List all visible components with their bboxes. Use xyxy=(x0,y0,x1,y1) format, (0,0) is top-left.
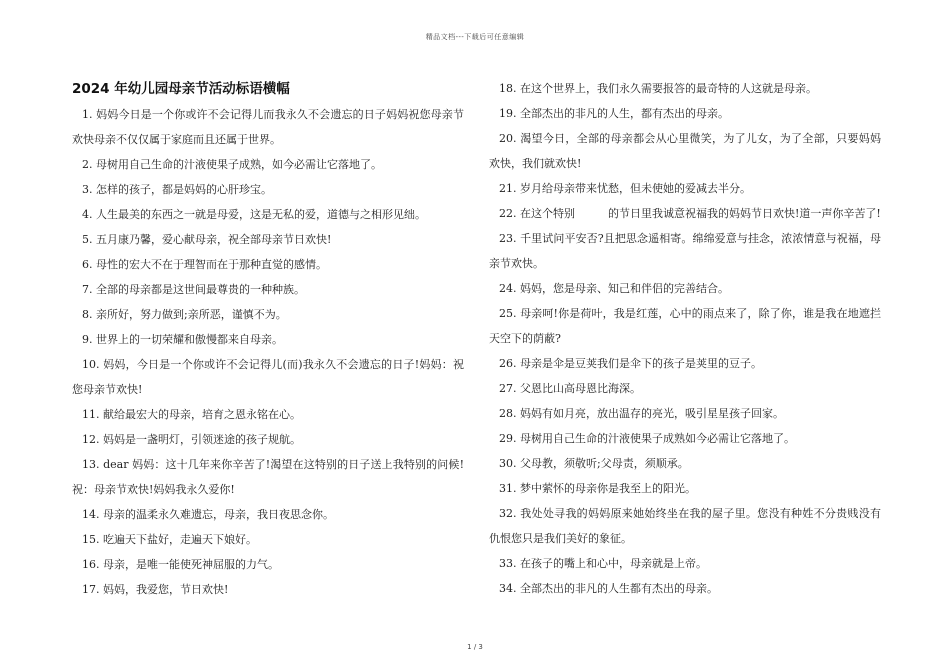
slogan-item: 16. 母亲，是唯一能使死神屈服的力气。 xyxy=(82,558,279,571)
slogan-item: 20. 渴望今日，全部的母亲都会从心里微笑，为了儿女，为了全部，只要妈妈欢快，我们就欢快! xyxy=(489,132,881,170)
left-column xyxy=(72,102,464,602)
slogan-item: 14. 母亲的温柔永久难遗忘，母亲，我日夜思念你。 xyxy=(82,508,334,521)
slogan-item: 31. 梦中萦怀的母亲你是我至上的阳光。 xyxy=(499,482,696,495)
page-number: 1 / 3 xyxy=(467,643,483,651)
slogan-item: 26. 母亲是伞是豆荚我们是伞下的孩子是荚里的豆子。 xyxy=(499,357,762,370)
slogan-item: 6. 母性的宏大不在于理智而在于那种直觉的感情。 xyxy=(82,258,327,271)
slogan-item: 29. 母树用自己生命的汁液使果子成熟如今必需让它落地了。 xyxy=(499,432,795,445)
page-header: 精品文档---下载后可任意编辑 xyxy=(425,33,525,41)
slogan-item: 22. 在这个特别 的节日里我诚意祝福我的妈妈节日欢快!道一声你辛苦了! xyxy=(499,207,881,220)
slogan-item: 4. 人生最美的东西之一就是母爱，这是无私的爱，道德与之相形见绌。 xyxy=(82,208,426,221)
slogan-item: 24. 妈妈，您是母亲、知己和伴侣的完善结合。 xyxy=(499,282,729,295)
slogan-item: 15. 吃遍天下盐好，走遍天下娘好。 xyxy=(82,533,257,546)
slogan-item: 17. 妈妈，我爱您，节日欢快! xyxy=(82,583,229,596)
slogan-item: 25. 母亲呵!你是荷叶，我是红莲，心中的雨点来了，除了你，谁是我在地遮拦天空下的荫蔽? xyxy=(489,307,881,345)
slogan-item: 1. 妈妈今日是一个你或许不会记得儿而我永久不会遗忘的日子妈妈祝您母亲节欢快母亲不仅仅属于家庭而且还属于世界。 xyxy=(72,108,464,146)
slogan-item: 8. 亲所好，努力做到;亲所恶，谨慎不为。 xyxy=(82,308,287,321)
slogan-item: 5. 五月康乃馨，爱心献母亲，祝全部母亲节日欢快! xyxy=(82,233,332,246)
slogan-item: 9. 世界上的一切荣耀和傲慢都来自母亲。 xyxy=(82,333,283,346)
slogan-item: 13. dear 妈妈：这十几年来你辛苦了!渴望在这特别的日子送上我特别的问候!祝：母亲节欢快!妈妈我永久爱你! xyxy=(72,458,464,496)
slogan-item: 11. 献给最宏大的母亲，培育之恩永铭在心。 xyxy=(82,408,301,421)
slogan-item: 19. 全部杰出的非凡的人生，都有杰出的母亲。 xyxy=(499,107,729,120)
slogan-item: 32. 我处处寻我的妈妈原来她始终坐在我的屋子里。您没有种姓不分贵贱没有仇恨您只是我们美好的象征。 xyxy=(489,507,881,545)
slogan-item: 33. 在孩子的嘴上和心中，母亲就是上帝。 xyxy=(499,557,707,570)
slogan-item: 3. 怎样的孩子，都是妈妈的心肝珍宝。 xyxy=(82,183,272,196)
slogan-item: 34. 全部杰出的非凡的人生都有杰出的母亲。 xyxy=(499,582,718,595)
slogan-item: 7. 全部的母亲都是这世间最尊贵的一种种族。 xyxy=(82,283,305,296)
slogan-item: 2. 母树用自己生命的汁液使果子成熟，如今必需让它落地了。 xyxy=(82,158,382,171)
document-title: 2024 年幼儿园母亲节活动标语横幅 xyxy=(72,81,290,97)
slogan-item: 28. 妈妈有如月亮，放出温存的亮光，吸引星星孩子回家。 xyxy=(499,407,784,420)
slogan-item: 10. 妈妈，今日是一个你或许不会记得儿(而)我永久不会遗忘的日子!妈妈：祝您母亲节欢快! xyxy=(72,358,464,396)
slogan-item: 27. 父恩比山高母恩比海深。 xyxy=(499,382,641,395)
slogan-item: 12. 妈妈是一盏明灯，引领迷途的孩子规航。 xyxy=(82,433,301,446)
slogan-item: 21. 岁月给母亲带来忧愁，但未使她的爱减去半分。 xyxy=(499,182,751,195)
slogan-item: 23. 千里试问平安否?且把思念遥相寄。绵绵爱意与挂念，浓浓情意与祝福，母亲节欢快。 xyxy=(489,232,881,270)
slogan-item: 30. 父母教，须敬听;父母责，须顺承。 xyxy=(499,457,689,470)
slogan-item: 18. 在这个世界上，我们永久需要报答的最奇特的人这就是母亲。 xyxy=(499,82,817,95)
right-column xyxy=(489,76,881,601)
